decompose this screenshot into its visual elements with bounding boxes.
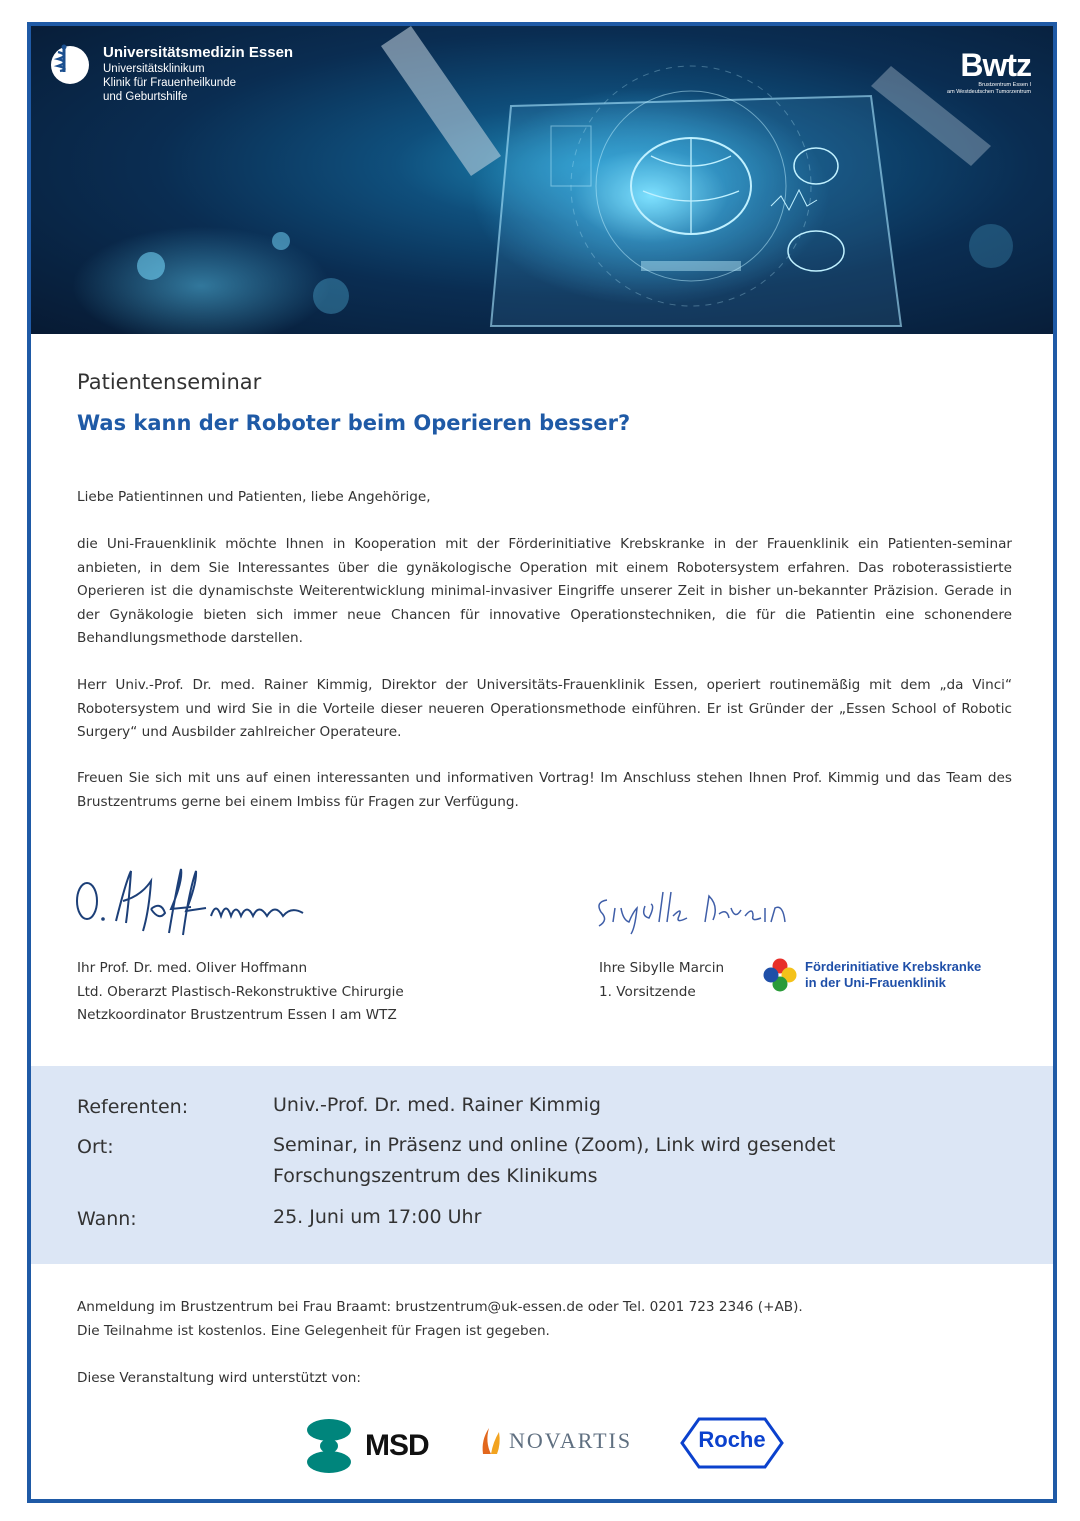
paragraph-2: Herr Univ.-Prof. Dr. med. Rainer Kimmig, Direktor der Universitäts-Frauenklinik Essen, operiert routinemäßig mit dem „da Vinci“ Robotersystem und wird Sie in die Vorteile dieser neueren Operationsmethode einführen. Er ist Gründer der „Essen School of Robotic Surgery“ und Ausbilder zahlreicher Operateure. (77, 677, 1012, 740)
signature-caption-right (599, 957, 759, 1004)
right-role: 1. Vorsitzende (599, 983, 696, 1000)
uni-line-3: und Geburtshilfe (103, 91, 188, 103)
speaker-label: Referenten: (77, 1096, 189, 1118)
supported-by-text: Diese Veranstaltung wird unterstützt von: (77, 1370, 361, 1386)
fik-line-2: in der Uni-Frauenklinik (805, 975, 946, 990)
registration-text: Anmeldung im Brustzentrum bei Frau Braamt: brustzentrum@uk-essen.de oder Tel. 0201 723 2346 (+AB). (77, 1299, 803, 1315)
fik-line-1: Förderinitiative Krebskranke (805, 959, 982, 974)
roche-logo (679, 1416, 785, 1470)
novartis-text: NOVARTIS (509, 1428, 633, 1453)
event-info-box (31, 1066, 1053, 1264)
uni-name: Universitätsmedizin Essen (103, 44, 294, 61)
roche-text: Roche (698, 1427, 766, 1452)
place-label: Ort: (77, 1136, 114, 1158)
uni-line-2: Klinik für Frauenheilkunde (103, 77, 236, 89)
kicker: Patientenseminar (77, 370, 262, 394)
signature-marcin (593, 886, 853, 940)
flyer-frame (27, 22, 1057, 1503)
place-value-2: Forschungszentrum des Klinikums (273, 1165, 598, 1187)
hero-banner (31, 26, 1053, 334)
uni-logo (51, 44, 293, 104)
foerderinitiative-logo (763, 958, 981, 992)
left-role: Ltd. Oberarzt Plastisch-Rekonstruktive Chirurgie (77, 983, 404, 1000)
free-entry-text: Die Teilnahme ist kostenlos. Eine Gelegenheit für Fragen ist gegeben. (77, 1323, 550, 1339)
msd-text: MSD (365, 1429, 429, 1462)
signature-caption-left (77, 957, 577, 1028)
msd-logo (301, 1419, 429, 1473)
bwtz-logo (947, 48, 1031, 96)
novartis-flame-icon (479, 1426, 503, 1456)
when-value: 25. Juni um 17:00 Uhr (273, 1206, 482, 1228)
sponsor-logos (301, 1416, 821, 1476)
novartis-logo (479, 1426, 632, 1456)
bwtz-mark: Bwtz (960, 47, 1031, 83)
foerderinitiative-flower-icon (763, 958, 797, 992)
speaker-value: Univ.-Prof. Dr. med. Rainer Kimmig (273, 1094, 601, 1116)
signature-hoffmann (71, 861, 321, 945)
right-name: Ihre Sibylle Marcin (599, 960, 725, 976)
left-role-2: Netzkoordinator Brustzentrum Essen I am WTZ (77, 1007, 397, 1023)
uni-line-1: Universitätsklinikum (103, 63, 205, 75)
greeting: Liebe Patientinnen und Patienten, liebe Angehörige, (77, 489, 431, 505)
aesculapius-icon (51, 46, 89, 84)
page-title: Was kann der Roboter beim Operieren besser? (77, 411, 631, 435)
msd-emblem-icon (301, 1419, 357, 1473)
bwtz-sub-2: am Westdeutschen Tumorzentrum (947, 89, 1031, 95)
when-label: Wann: (77, 1208, 137, 1230)
paragraph-1: die Uni-Frauenklinik möchte Ihnen in Kooperation mit der Förderinitiative Krebskranke in der Frauenklinik ein Patienten-seminar anbieten, in dem Sie Interessantes über die gynäkologische Operation mit einem Robotersystem erfahren. Das roboterassistierte Operieren ist die dynamischste Weiterentwicklung minimal-invasiver Eingriffe unserer Zeit in bisher un-bekannter Präzision. Gerade in der Gynäkologie bieten sich immer neue Chancen für innovative Operationstechniken, die für die Patientin eine schonendere Behandlungsmethode darstellen. (77, 536, 1012, 646)
bwtz-sub-1: Brustzentrum Essen I (978, 82, 1031, 88)
left-name: Ihr Prof. Dr. med. Oliver Hoffmann (77, 960, 308, 976)
place-value-1: Seminar, in Präsenz und online (Zoom), Link wird gesendet (273, 1134, 836, 1156)
paragraph-3: Freuen Sie sich mit uns auf einen interessanten und informativen Vortrag! Im Anschluss stehen Ihnen Prof. Kimmig und das Team des Brustzentrums gerne bei einem Imbiss für Fragen zur Verfügung. (77, 770, 1012, 810)
